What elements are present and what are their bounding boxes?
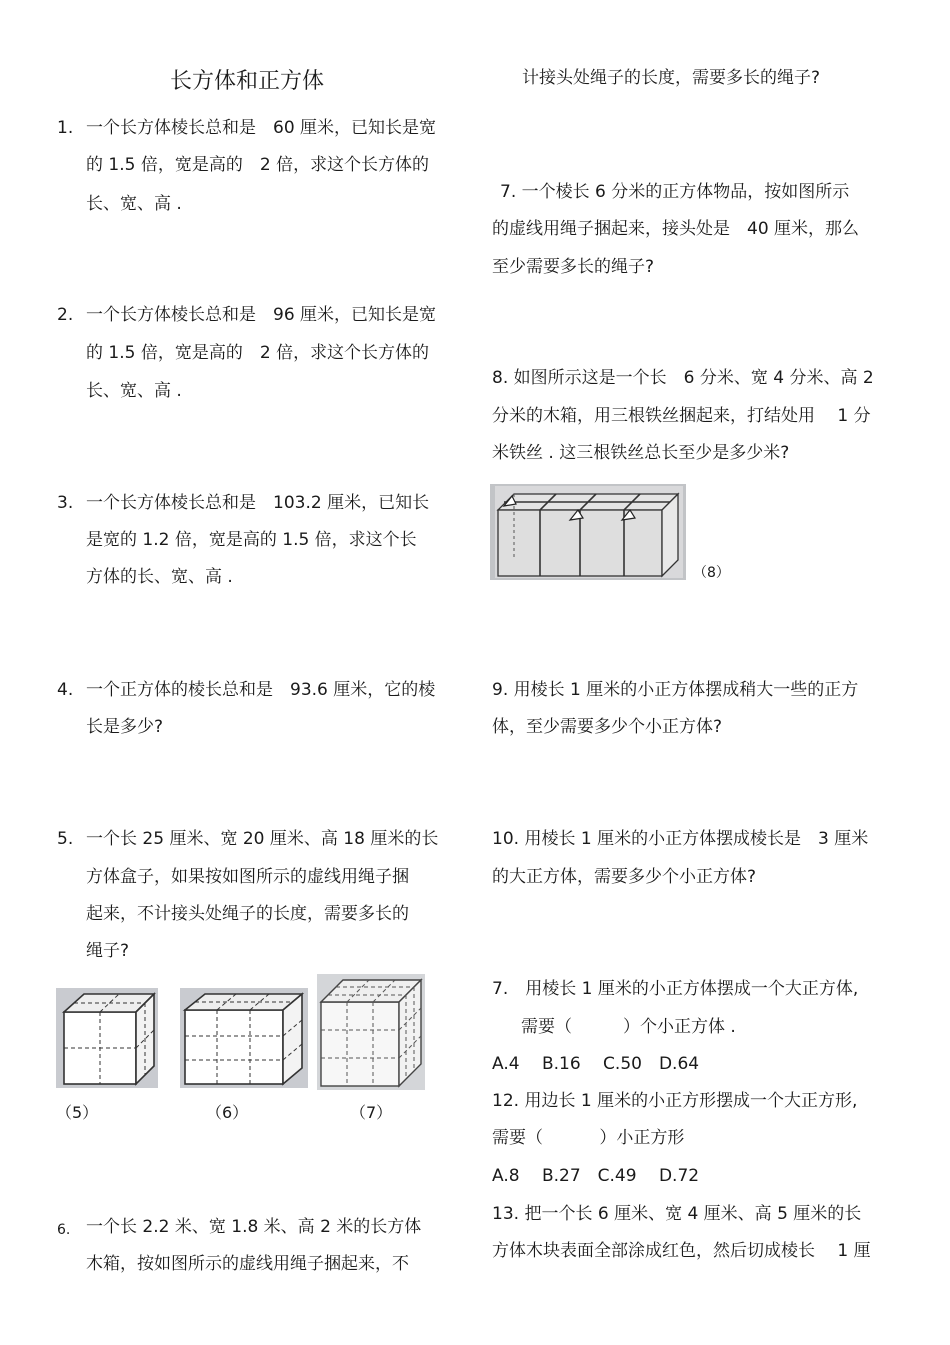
question-text: 9. 用棱长 1 厘米的小正方体摆成稍大一些的正方 [492, 680, 859, 700]
question-text: 长、宽、高 . [86, 381, 182, 401]
question-text: 的 1.5 倍，宽是高的 2 倍，求这个长方体的 [86, 155, 430, 175]
question-text: 7. 用棱长 1 厘米的小正方体摆成一个大正方体, [492, 979, 859, 999]
question-text: 长是多少? [86, 717, 164, 737]
question-text: 的虚线用绳子捆起来，接头处是 40 厘米，那么 [492, 219, 860, 239]
figure-8-wooden-box [490, 484, 686, 580]
question-text: 绳子? [86, 941, 130, 961]
question-text: 是宽的 1.2 倍，宽是高的 1.5 倍，求这个长 [86, 530, 417, 550]
question-text: 10. 用棱长 1 厘米的小正方体摆成棱长是 3 厘米 [492, 829, 869, 849]
question-text: 一个长 2.2 米、宽 1.8 米、高 2 米的长方体 [86, 1217, 422, 1237]
question-text: 一个正方体的棱长总和是 93.6 厘米，它的棱 [86, 680, 436, 700]
question-number: 2. [57, 305, 74, 325]
figure-6-box [180, 988, 308, 1088]
question-text: 12. 用边长 1 厘米的小正方形摆成一个大正方形, [492, 1091, 858, 1111]
question-text: 7. 一个棱长 6 分米的正方体物品，按如图所示 [500, 182, 850, 202]
page-title: 长方体和正方体 [170, 69, 325, 94]
figure-7-cube [317, 974, 425, 1090]
question-number: 6. [57, 1222, 71, 1238]
question-text: 木箱，按如图所示的虚线用绳子捆起来，不 [86, 1254, 409, 1274]
question-text: 方体木块表面全部涂成红色，然后切成棱长 1 厘 [492, 1241, 871, 1261]
question-text: 米铁丝 . 这三根铁丝总长至少是多少米? [492, 443, 790, 463]
figure-caption: （5） [56, 1103, 99, 1122]
question-text: 13. 把一个长 6 厘米、宽 4 厘米、高 5 厘米的长 [492, 1204, 862, 1224]
question-text-continuation: 计接头处绳子的长度，需要多长的绳子? [522, 68, 821, 88]
question-text: 需要（ ）小正方形 [492, 1128, 685, 1148]
answer-options: A.4 B.16 C.50 D.64 [492, 1054, 700, 1074]
question-text: 方体的长、宽、高 . [86, 567, 233, 587]
question-text: 体，至少需要多少个小正方体? [492, 717, 723, 737]
question-number: 5. [57, 829, 74, 849]
question-text: 长、宽、高 . [86, 194, 182, 214]
question-text: 8. 如图所示这是一个长 6 分米、宽 4 分米、高 2 [492, 368, 874, 388]
question-text: 需要（ ）个小正方体 . [521, 1017, 736, 1037]
question-text: 一个长方体棱长总和是 103.2 厘米，已知长 [86, 493, 430, 513]
question-text: 至少需要多长的绳子? [492, 257, 655, 277]
question-number: 4. [57, 680, 74, 700]
question-text: 起来，不计接头处绳子的长度，需要多长的 [86, 904, 409, 924]
question-text: 的大正方体，需要多少个小正方体? [492, 867, 757, 887]
question-text: 一个长方体棱长总和是 96 厘米，已知长是宽 [86, 305, 437, 325]
figure-caption: （7） [350, 1103, 393, 1122]
question-text: 一个长 25 厘米、宽 20 厘米、高 18 厘米的长 [86, 829, 439, 849]
question-number: 3. [57, 493, 74, 513]
figure-caption: （6） [206, 1103, 249, 1122]
question-text: 分米的木箱，用三根铁丝捆起来，打结处用 1 分 [492, 406, 871, 426]
question-text: 方体盒子，如果按如图所示的虚线用绳子捆 [86, 867, 409, 887]
question-text: 一个长方体棱长总和是 60 厘米，已知长是宽 [86, 118, 437, 138]
question-text: 的 1.5 倍，宽是高的 2 倍，求这个长方体的 [86, 343, 430, 363]
answer-options: A.8 B.27 C.49 D.72 [492, 1166, 700, 1186]
figure-5-box [56, 988, 158, 1088]
figure-caption: （8） [693, 565, 730, 581]
question-number: 1. [57, 118, 74, 138]
